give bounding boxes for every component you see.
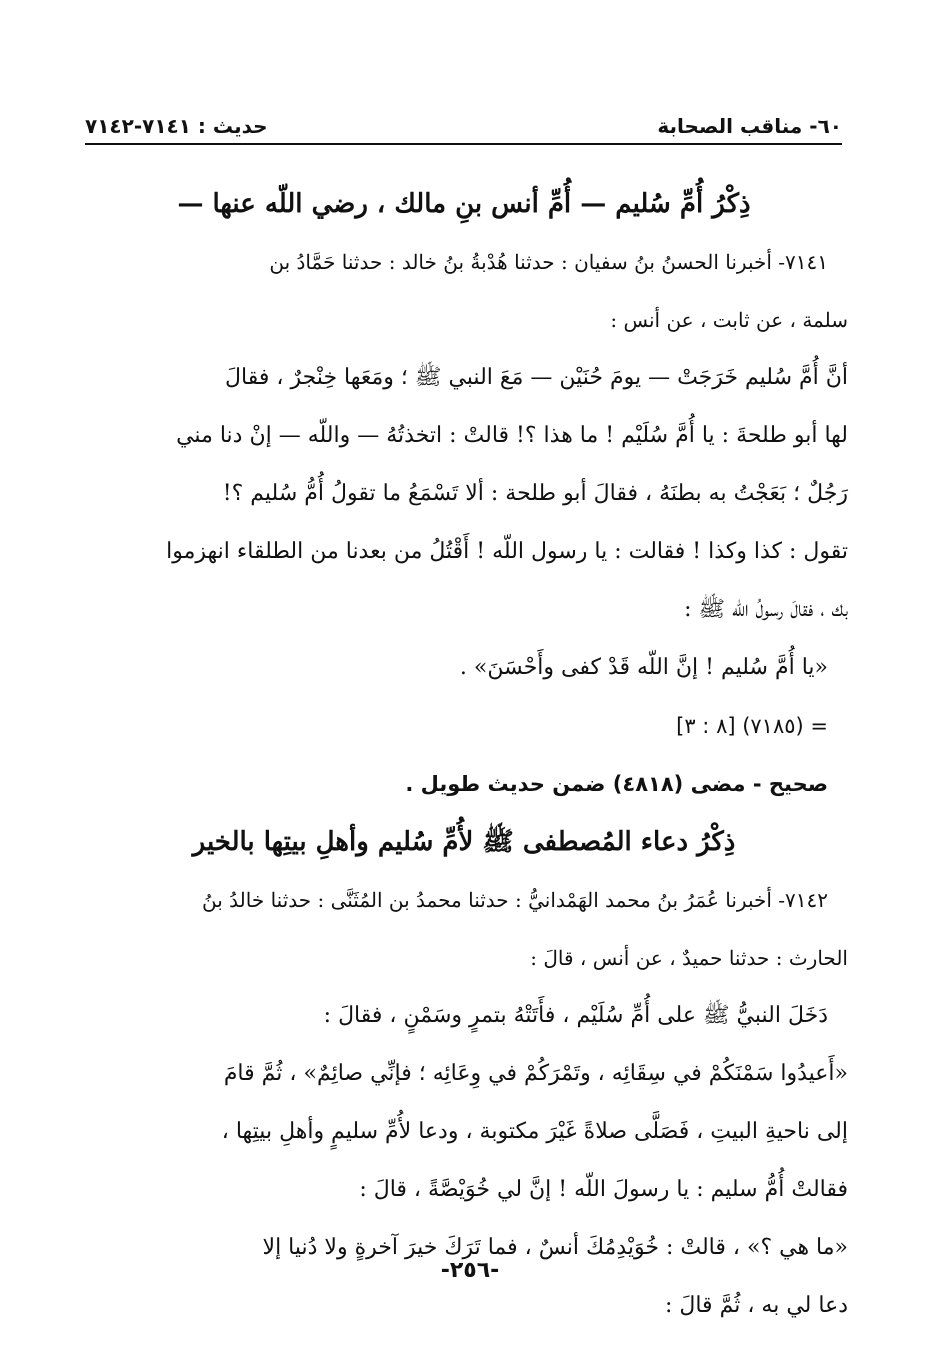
isnad-line: ٧١٤٢- أخبرنا عُمَرُ بنُ محمد الهَمْدانيُّ : حدثنا محمدُ بن المُثَنَّى : حدثنا خالدُ بنُ bbox=[202, 888, 828, 912]
text-line: دَخَلَ النبيُّ ﷺ على أُمِّ سُلَيْم ، فأَتَتْهُ بتمرٍ وسَمْنٍ ، فقالَ : bbox=[323, 1003, 828, 1028]
hadith-range: حديث : ٧١٤١-٧١٤٢ bbox=[85, 114, 268, 138]
text-line: تقول : كذا وكذا ! فقالت : يا رسول اللّه ! أَقْتُلُ من بعدنا من الطلقاء انهزموا bbox=[166, 539, 848, 564]
text-line: «أَعيدُوا سَمْنَكُمْ في سِقَائِه ، وتَمْرَكُمْ في وِعَائِه ؛ فإنِّي صائِمٌ» ، ثُمَّ قامَ bbox=[223, 1061, 848, 1086]
text-line: «ما هي ؟» ، قالتْ : خُوَيْدِمُكَ أنسٌ ، فما تَرَكَ خيرَ آخرةٍ ولا دُنيا إلا bbox=[262, 1235, 848, 1260]
isnad-line: الحارث : حدثنا حميدٌ ، عن أنس ، قالَ : bbox=[530, 946, 848, 970]
text-line: أنَّ أُمَّ سُليم خَرَجَتْ — يومَ حُنَيْن — مَعَ النبي ﷺ ؛ ومَعَها خِنْجرٌ ، فقالَ bbox=[225, 365, 848, 390]
section-heading: ذِكْرُ دعاء المُصطفى ﷺ لأُمِّ سُليم وأهلِ بيتِها بالخير bbox=[192, 827, 736, 857]
isnad-line: ٧١٤١- أخبرنا الحسنُ بنُ سفيان : حدثنا هُدْبةُ بنُ خالد : حدثنا حَمَّادُ بن bbox=[269, 250, 828, 274]
text-line: فقالتْ أُمُّ سليم : يا رسولَ اللّه ! إنَّ لي خُوَيْصَّةً ، قالَ : bbox=[359, 1177, 848, 1202]
chapter-title: ٦٠- مناقب الصحابة bbox=[657, 114, 842, 138]
running-header bbox=[85, 104, 842, 138]
grading-note: صحيح - مضى (٤٨١٨) ضمن حديث طويل . bbox=[405, 772, 828, 796]
text-line: بك ، فقالَ رسولُ اللّه ﷺ : bbox=[684, 597, 848, 622]
quote-line: «يا أُمَّ سُليم ! إنَّ اللّه قَدْ كفى وأَحْسَنَ» . bbox=[459, 655, 828, 680]
header-rule bbox=[85, 143, 842, 145]
page-number: -٢٥٦- bbox=[440, 1258, 500, 1283]
cross-reference: = (٧١٨٥) [٨ : ٣] bbox=[676, 714, 828, 738]
main-text bbox=[80, 175, 848, 1335]
text-line: إلى ناحيةِ البيتِ ، فَصَلَّى صلاةً غَيْرَ مكتوبة ، ودعا لأُمِّ سليمٍ وأهلِ بيتِها ، bbox=[221, 1119, 848, 1144]
text-line: لها أبو طلحةَ : يا أُمَّ سُلَيْم ! ما هذا ؟! قالتْ : اتخذتُهُ — واللّه — إنْ دنا مني bbox=[176, 423, 848, 448]
isnad-line: سلمة ، عن ثابت ، عن أنس : bbox=[610, 308, 848, 332]
text-line: دعا لي به ، ثُمَّ قالَ : bbox=[664, 1293, 848, 1318]
section-heading: ذِكْرُ أُمِّ سُليم — أُمِّ أنس بنِ مالك ، رضي اللّه عنها — bbox=[177, 189, 751, 219]
text-line: رَجُلٌ ؛ بَعَجْتُ به بطنَهُ ، فقالَ أبو طلحة : ألا تَسْمَعُ ما تقولُ أُمُّ سُليم ؟! bbox=[222, 481, 848, 506]
